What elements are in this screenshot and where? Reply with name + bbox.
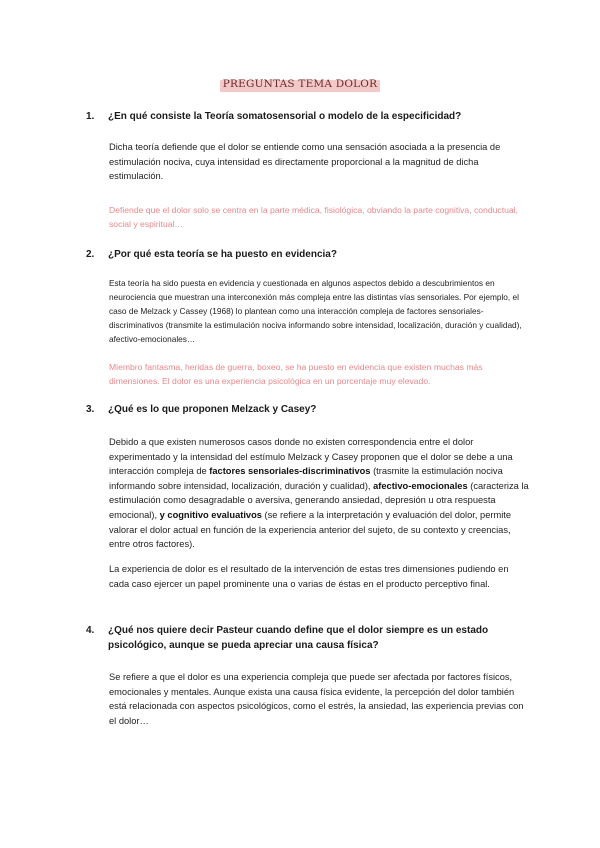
page-title: PREGUNTAS TEMA DOLOR (220, 78, 380, 90)
question-1-heading (86, 110, 508, 125)
question-2-answer: Esta teoría ha sido puesta en evidencia y cuestionada en algunos aspectos debido a descubrimientos en neurociencia que muestran una interconexión más compleja entre las distintas vías sensoriales. Por ejemplo, el caso de Melzack y Cassey (1968) lo plantean como una interacción compleja de factores sensoriales-discriminativos (transmite la estimulación nociva informando sobre intensidad, localización, duración y cualidad), afectivo-emocionales… (109, 278, 522, 344)
question-1-text: ¿En qué consiste la Teoría somatosensorial o modelo de la especificidad? (108, 111, 462, 122)
question-1-answer: Dicha teoría defiende que el dolor se entiende como una sensación asociada a la presencia de estimulación nociva, cuya intensidad es directamente proporcional a la magnitud de dicha estimulación. (109, 142, 501, 182)
question-1-number: 1. (86, 111, 95, 122)
q3-answer-intro: Debido a que existen numerosos casos donde no existen correspondencia entre el dolor experimentado y la intensidad del estímulo Melzack y Casey proponen que el dolor se debe a una interacción compleja de (109, 437, 513, 477)
question-2-text: ¿Por qué esta teoría se ha puesto en evidencia? (108, 249, 337, 260)
question-1-note: Defiende que el dolor solo se centra en la parte médica, fisiológica, obviando la parte cognitiva, conductual, social y espiritual… (109, 205, 518, 230)
question-4-number: 4. (86, 625, 95, 636)
question-4-text: ¿Qué nos quiere decir Pasteur cuando define que el dolor siempre es un estado psicológico, aunque se pueda apreciar una causa física? (108, 625, 489, 651)
q3-answer-mid-2: (caracteriza la estimulación como desagradable o aversiva, generando ansiedad, depresión u otra respuesta emocional), (109, 480, 529, 520)
question-3-answer (109, 435, 529, 552)
q3-term-afectivo: afectivo-emocionales (373, 480, 468, 491)
question-4-answer: Se refiere a que el dolor es una experiencia compleja que puede ser afectada por factores físicos, emocionales y mentales. Aunque exista una causa física evidente, la percepción del dolor también está relacionada con aspectos psicológicos, como el estrés, la ansiedad, las experiencia previas con el dolor… (109, 672, 524, 726)
question-3-heading (86, 403, 508, 418)
question-3-answer-2: La experiencia de dolor es el resultado de la intervención de estas tres dimensiones pudiendo en cada caso ejercer un papel prominente una o varias de éstas en el producto perceptivo final. (109, 564, 509, 589)
q3-term-cognitivo: y cognitivo evaluativos (159, 509, 262, 520)
question-2-heading (86, 248, 508, 263)
q3-answer-end: (se refiere a la interpretación y evaluación del dolor, permite valorar el dolor actual en función de la experiencia anterior del sujeto, de su contexto y creencias, entre otros factores). (109, 509, 512, 550)
q3-answer-mid-1: (trasmite la estimulación nociva informando sobre intensidad, localización, duración y cualidad), (109, 466, 503, 491)
question-3-number: 3. (86, 404, 95, 415)
question-2-number: 2. (86, 249, 95, 260)
question-2-note: Miembro fantasma, heridas de guerra, boxeo, se ha puesto en evidencia que existen muchas más dimensiones. El dolor es una experiencia psicológica en un porcentaje muy elevado. (109, 362, 483, 387)
question-4-heading (86, 624, 508, 653)
question-3-text: ¿Qué es lo que proponen Melzack y Casey? (108, 404, 317, 415)
title-wrap (0, 74, 600, 92)
q3-term-sensorial: factores sensoriales-discriminativos (209, 466, 371, 477)
